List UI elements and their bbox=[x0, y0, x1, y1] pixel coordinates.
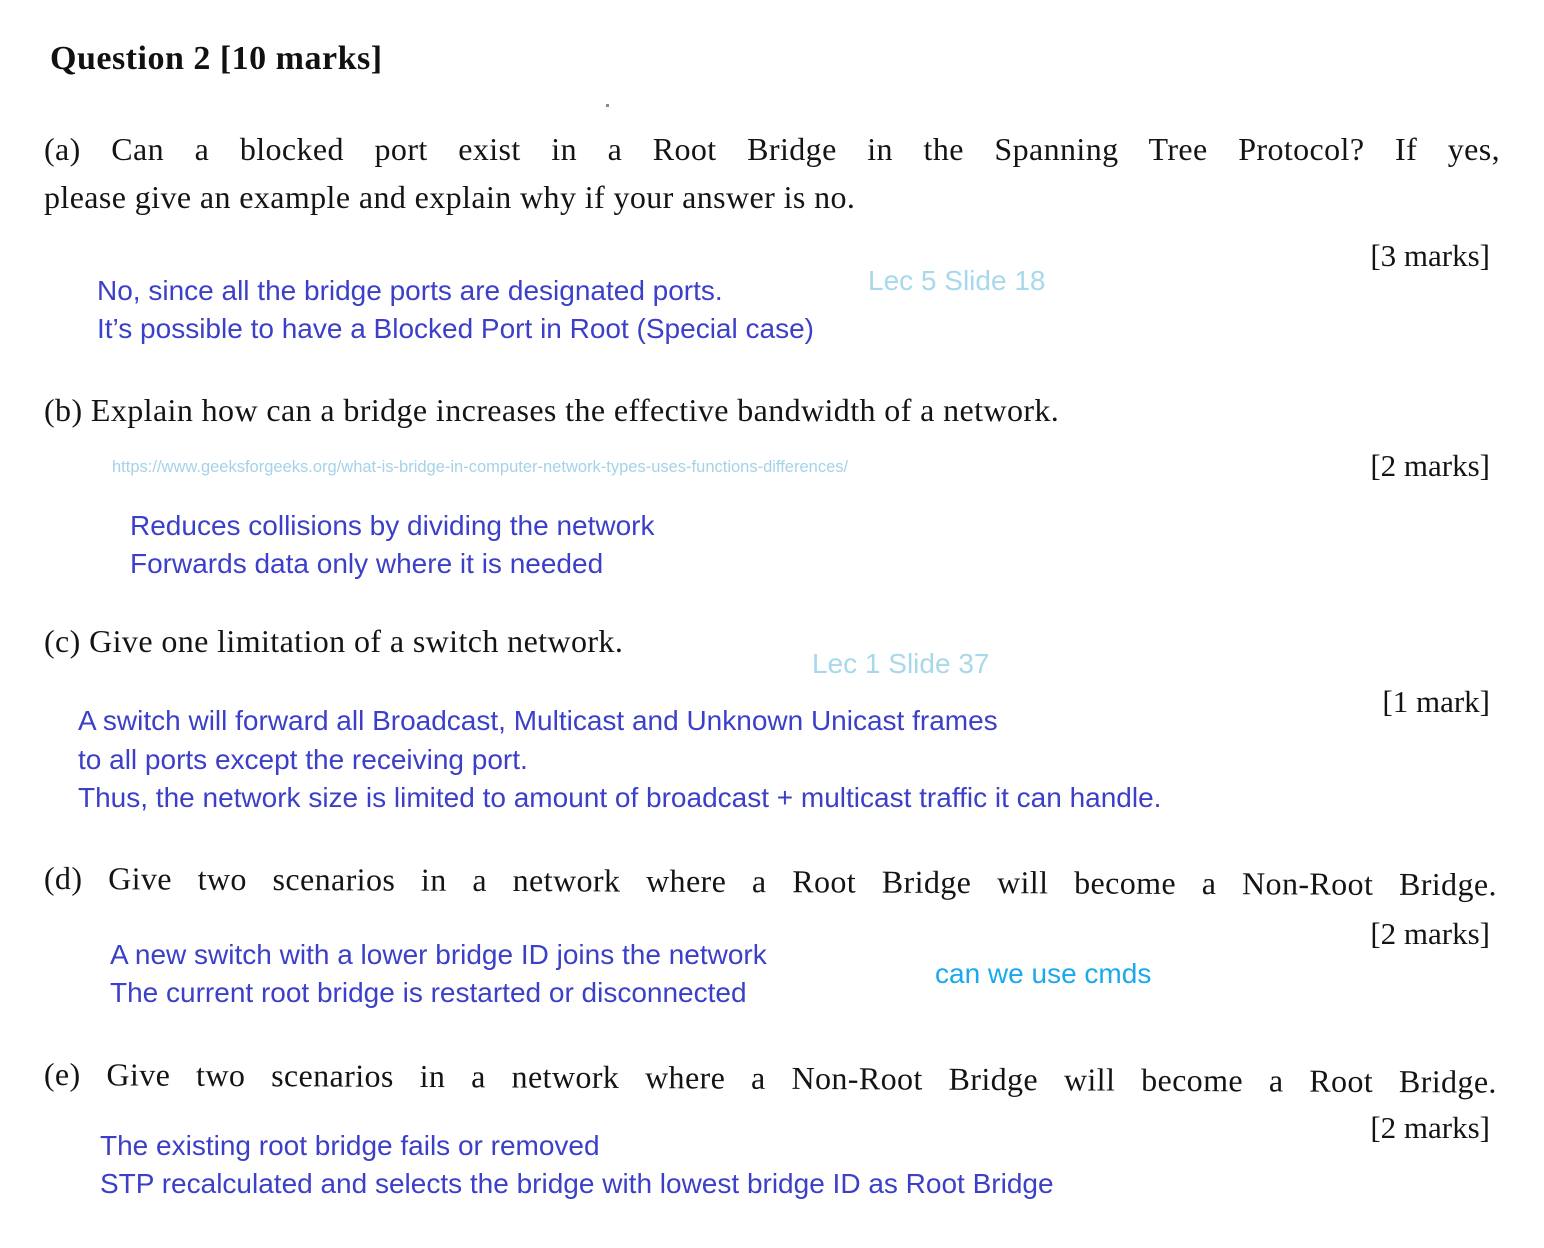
marks-label-d: [2 marks] bbox=[1370, 916, 1490, 951]
question-b-line-1: (b) Explain how can a bridge increases the effective bandwidth of a network. bbox=[44, 392, 1060, 428]
answer-line: A new switch with a lower bridge ID joins the network bbox=[110, 939, 767, 970]
answer-line: A switch will forward all Broadcast, Multicast and Unknown Unicast frames bbox=[78, 705, 998, 736]
marks-label-a: [3 marks] bbox=[1370, 238, 1490, 273]
slide-reference-note-c: Lec 1 Slide 37 bbox=[812, 648, 990, 679]
answer-line: The current root bridge is restarted or disconnected bbox=[110, 977, 747, 1008]
handwritten-comment: can we use cmds bbox=[935, 958, 1152, 989]
question-d-line-1: (d) Give two scenarios in a network where a Root Bridge will become a Non-Root Bridge. bbox=[43, 860, 1497, 903]
answer-block-e bbox=[100, 1127, 1054, 1203]
question-e-line-1: (e) Give two scenarios in a network where a Non-Root Bridge will become a Root Bridge. bbox=[43, 1056, 1497, 1100]
answer-block-d bbox=[110, 936, 767, 1012]
answer-block-b bbox=[130, 507, 655, 583]
answer-line: It’s possible to have a Blocked Port in Root (Special case) bbox=[97, 313, 814, 344]
answer-line: The existing root bridge fails or removed bbox=[100, 1130, 600, 1161]
marks-label-c: [1 mark] bbox=[1382, 684, 1490, 719]
marks-label-b: [2 marks] bbox=[1370, 448, 1490, 483]
question-c-line-1: (c) Give one limitation of a switch network. bbox=[44, 623, 624, 659]
answer-line: No, since all the bridge ports are designated ports. bbox=[97, 275, 723, 306]
page-title: Question 2 [10 marks] bbox=[50, 40, 383, 77]
answer-line: Reduces collisions by dividing the network bbox=[130, 510, 655, 541]
answer-block-a bbox=[97, 272, 814, 348]
question-a-line-1: (a) Can a blocked port exist in a Root Bridge in the Spanning Tree Protocol? If yes, bbox=[44, 131, 1500, 167]
answer-line: STP recalculated and selects the bridge with lowest bridge ID as Root Bridge bbox=[100, 1168, 1054, 1199]
answer-line: to all ports except the receiving port. bbox=[78, 743, 528, 775]
slide-reference-note-a: Lec 5 Slide 18 bbox=[868, 265, 1046, 296]
answer-line: Forwards data only where it is needed bbox=[130, 548, 604, 579]
reference-link: https://www.geeksforgeeks.org/what-is-bridge-in-computer-network-types-uses-functions-differences/ bbox=[112, 458, 849, 476]
question-a-line-2: please give an example and explain why if your answer is no. bbox=[44, 179, 856, 215]
marks-label-e: [2 marks] bbox=[1370, 1110, 1490, 1145]
scan-speck bbox=[606, 104, 609, 107]
answer-block-c bbox=[78, 702, 1161, 818]
answer-line: Thus, the network size is limited to amount of broadcast + multicast traffic it can handle. bbox=[78, 782, 1162, 813]
